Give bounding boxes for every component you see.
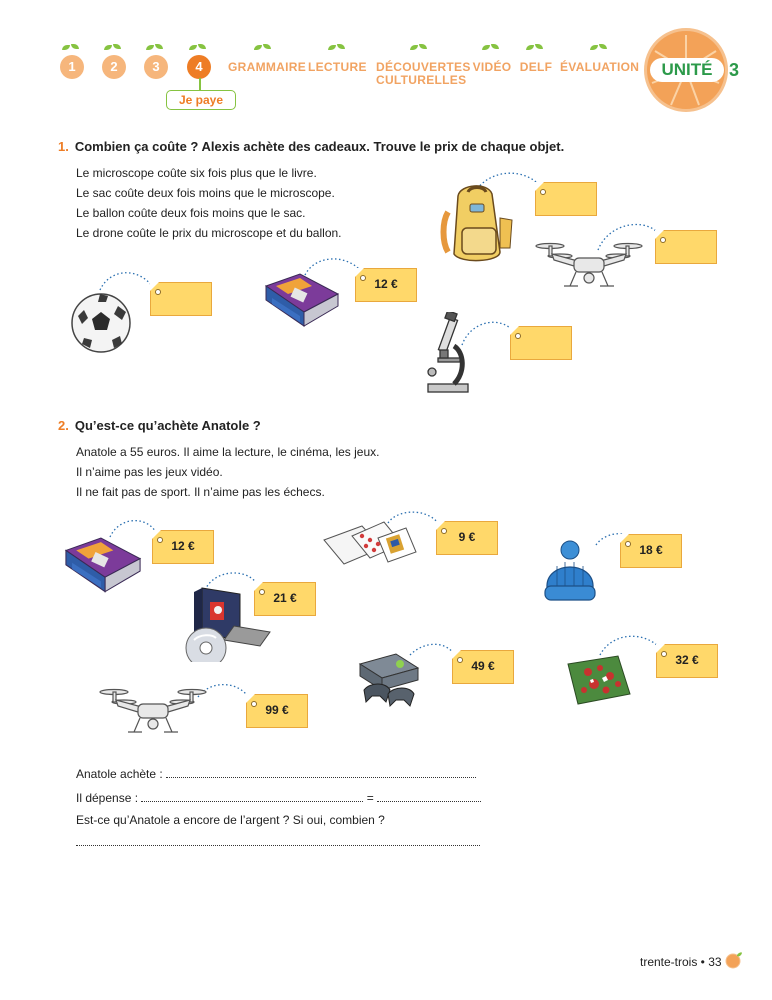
answer-equals-sign: = <box>366 791 374 805</box>
orange-slice-icon <box>725 951 743 969</box>
answer-total-field[interactable] <box>377 792 481 802</box>
exercise-2-number: 2. <box>58 418 69 433</box>
price-tag-hat[interactable]: 18 € <box>620 534 682 568</box>
unit-label: UNITÉ <box>650 58 724 82</box>
price-tag-puzzle[interactable]: 32 € <box>656 644 718 678</box>
unit-number: 3 <box>729 60 740 80</box>
nav-video[interactable]: VIDÉO <box>472 60 512 74</box>
price-tag-drone[interactable]: 99 € <box>246 694 308 728</box>
answer-buys-label: Anatole achète : <box>76 767 163 781</box>
exercise-1-instruction: Combien ça coûte ? Alexis achète des cadeaux. Trouve le prix de chaque objet. <box>74 139 565 154</box>
answer-spends-field[interactable] <box>141 792 363 802</box>
lesson-subtitle-tag: Je paye <box>166 90 236 110</box>
drone-icon <box>98 682 208 738</box>
nav-decouvertes-culturelles[interactable]: DÉCOUVERTES CULTURELLES <box>376 60 471 87</box>
page-footer <box>640 955 722 969</box>
exercise-1-line-4: Le drone coûte le prix du microscope et du ballon. <box>76 226 342 240</box>
price-tag-book[interactable]: 12 € <box>355 268 417 302</box>
ball-icon <box>70 292 132 354</box>
hat-icon <box>541 540 599 604</box>
answer-buys-field[interactable] <box>166 768 476 778</box>
exercise-2-instruction: Qu’est-ce qu’achète Anatole ? <box>74 418 261 433</box>
answer-line-buys <box>76 766 476 782</box>
nav-step-4-active[interactable]: 4 <box>187 55 211 79</box>
exercise-2-title <box>58 418 261 433</box>
nav-grammaire[interactable]: GRAMMAIRE <box>228 60 307 74</box>
page-number: 33 <box>708 955 722 969</box>
cards-icon <box>322 518 418 568</box>
nav-lecture[interactable]: LECTURE <box>308 60 367 74</box>
nav-delf[interactable]: DELF <box>519 60 553 74</box>
answer-line-remaining <box>76 834 480 850</box>
puzzle-icon <box>566 654 632 706</box>
answer-question: Est-ce qu’Anatole a encore de l’argent ? Si oui, combien ? <box>76 813 385 827</box>
answer-remaining-field[interactable] <box>76 836 480 846</box>
backpack-icon <box>440 182 516 268</box>
nav-evaluation[interactable]: ÉVALUATION <box>560 60 640 74</box>
nav-step-3[interactable]: 3 <box>144 55 168 79</box>
exercise-2-line-3: Il ne fait pas de sport. Il n’aime pas les échecs. <box>76 485 325 499</box>
exercise-1-line-3: Le ballon coûte deux fois moins que le sac. <box>76 206 306 220</box>
answer-line-spends <box>76 790 481 806</box>
nav-step-2[interactable]: 2 <box>102 55 126 79</box>
microscope-icon <box>424 312 472 394</box>
price-tag-cards[interactable]: 9 € <box>436 521 498 555</box>
book-icon <box>58 536 148 604</box>
price-tag-book[interactable]: 12 € <box>152 530 214 564</box>
exercise-1-number: 1. <box>58 139 69 154</box>
book-icon <box>262 272 342 338</box>
price-tag-dvd[interactable]: 21 € <box>254 582 316 616</box>
price-tag-drone[interactable] <box>655 230 717 264</box>
nav-step-1[interactable]: 1 <box>60 55 84 79</box>
exercise-1-line-1: Le microscope coûte six fois plus que le livre. <box>76 166 317 180</box>
page-number-word: trente-trois • <box>640 955 705 969</box>
exercise-2-line-1: Anatole a 55 euros. Il aime la lecture, le cinéma, les jeux. <box>76 445 380 459</box>
console-icon <box>356 652 422 710</box>
exercise-2-line-2: Il n’aime pas les jeux vidéo. <box>76 465 223 479</box>
answer-spends-label: Il dépense : <box>76 791 139 805</box>
price-tag-microscope[interactable] <box>510 326 572 360</box>
price-tag-backpack[interactable] <box>535 182 597 216</box>
exercise-1-line-2: Le sac coûte deux fois moins que le microscope. <box>76 186 335 200</box>
price-tag-console[interactable]: 49 € <box>452 650 514 684</box>
drone-icon <box>534 236 644 292</box>
price-tag-ball[interactable] <box>150 282 212 316</box>
